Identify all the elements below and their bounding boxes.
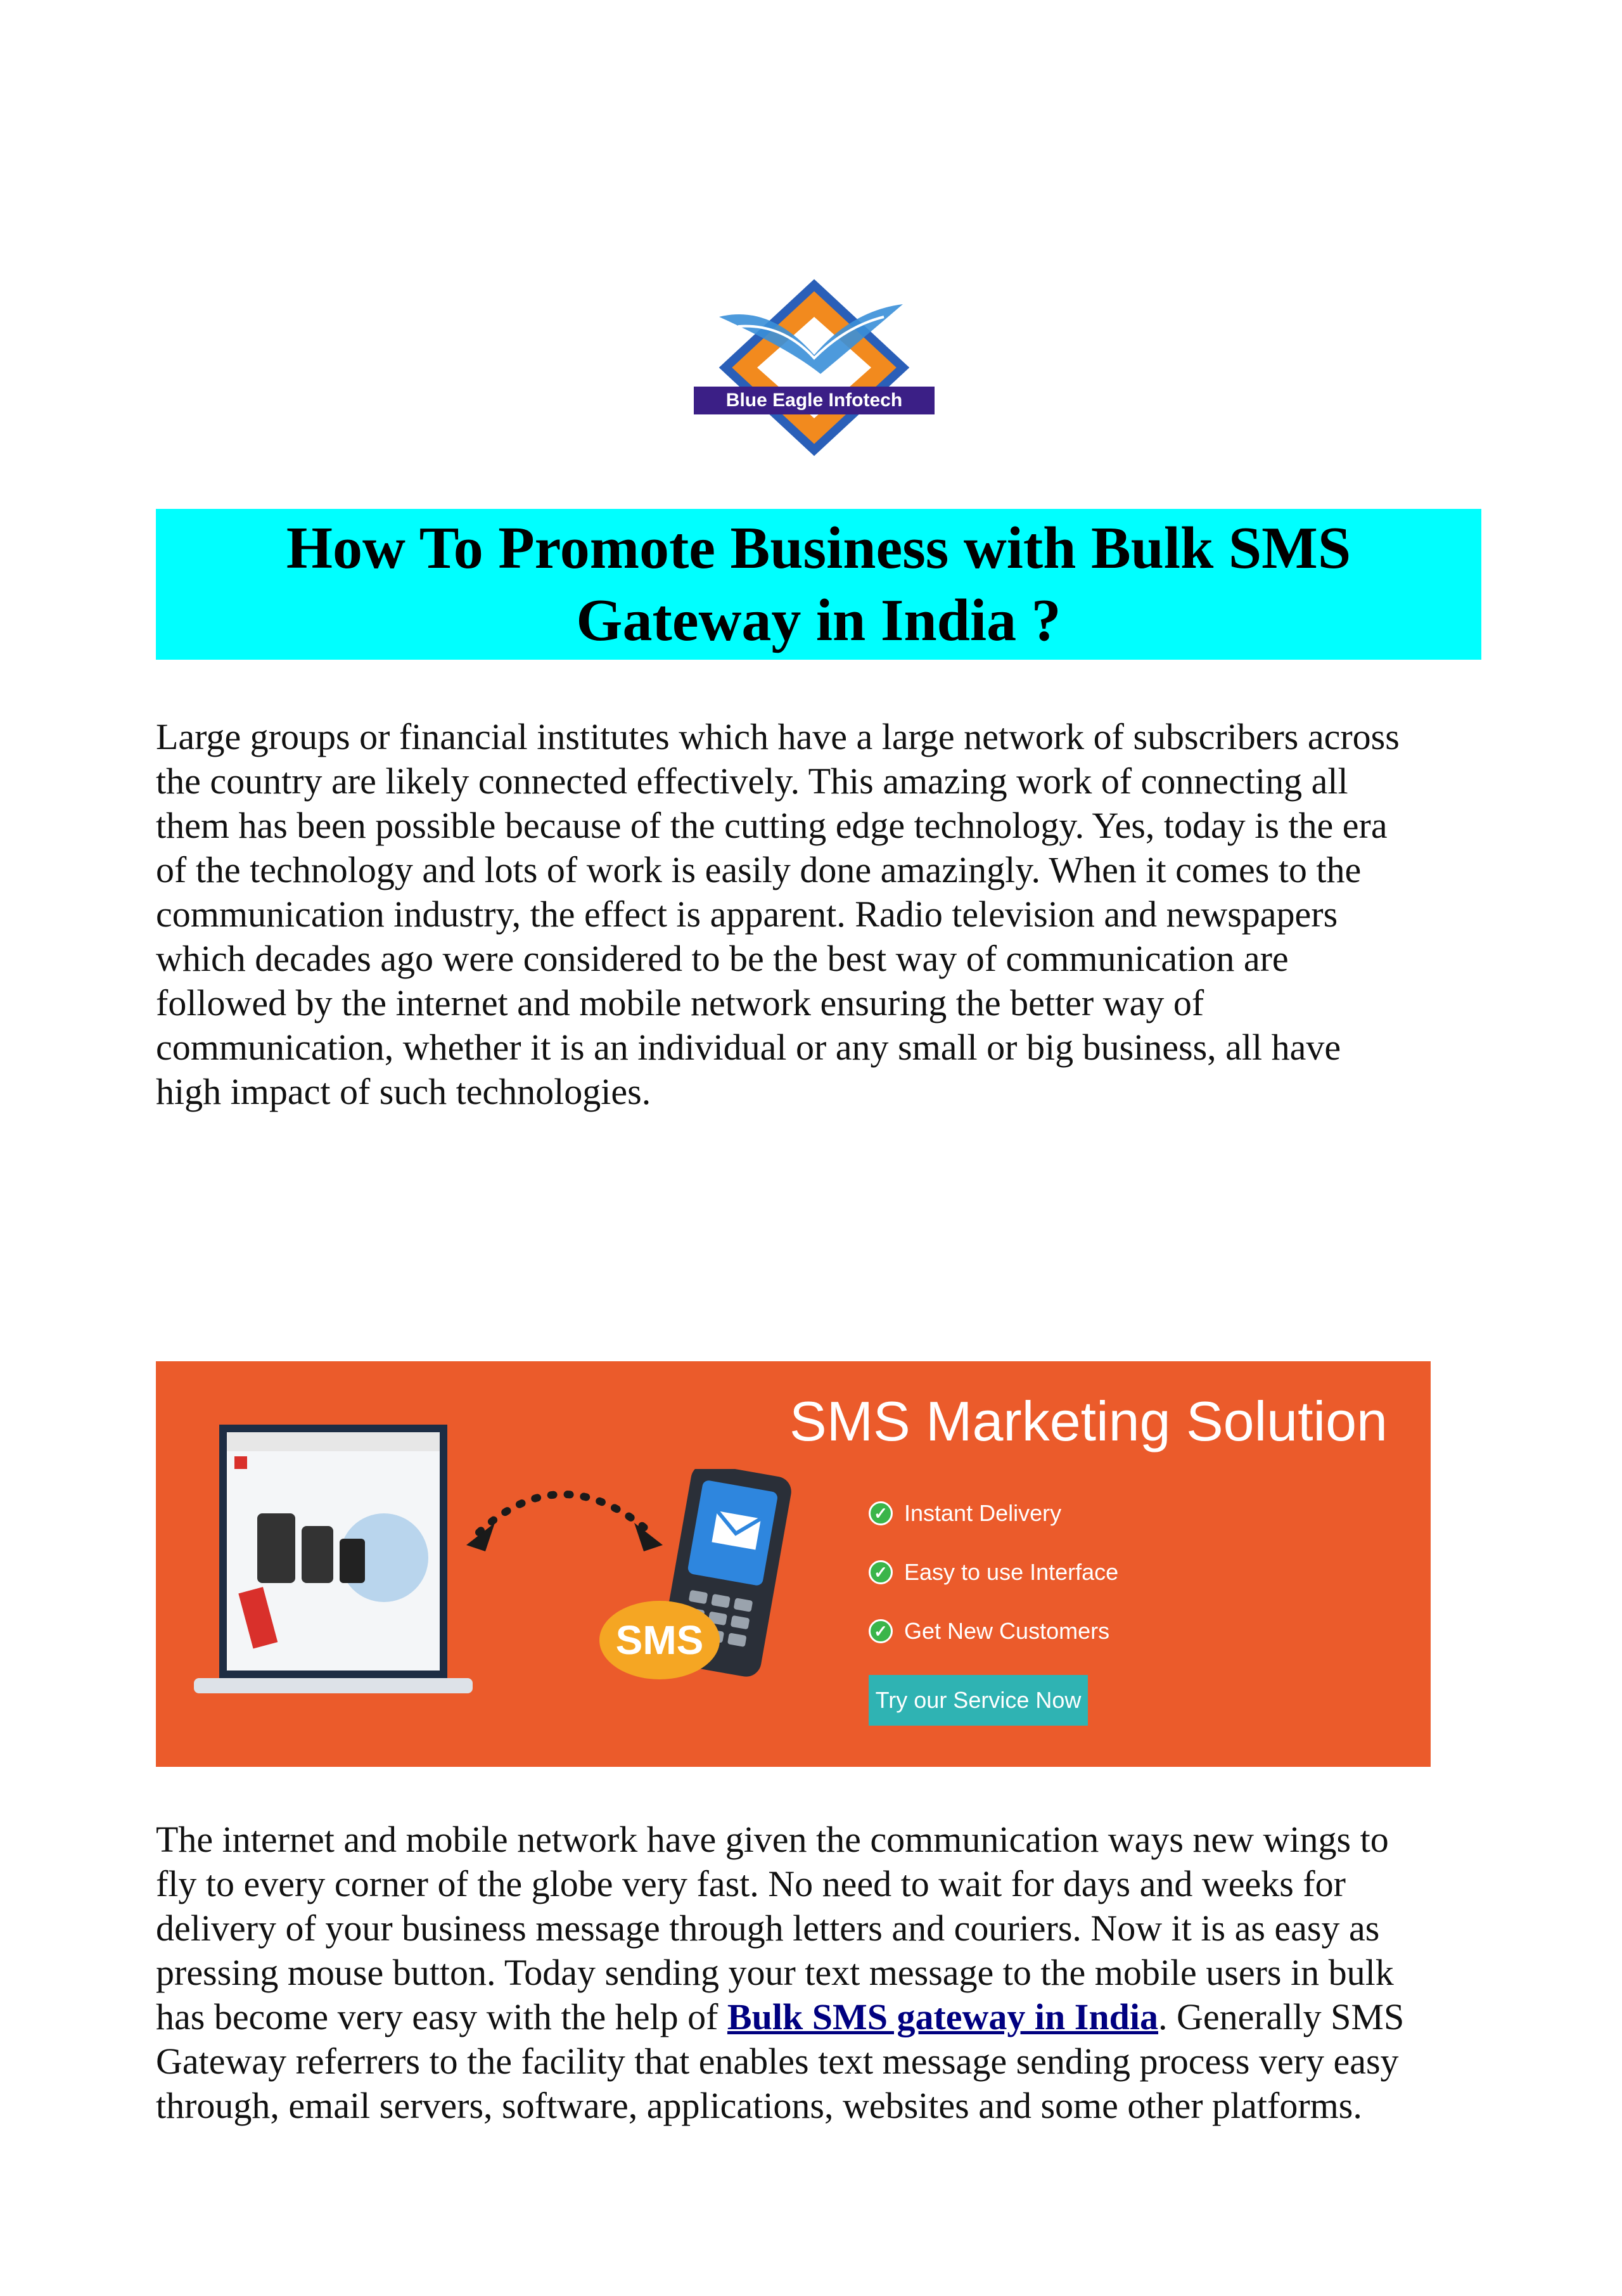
feature-item	[869, 1494, 1061, 1532]
check-icon: ✓	[869, 1560, 893, 1584]
check-icon: ✓	[869, 1501, 893, 1525]
sms-badge-text: SMS	[615, 1617, 704, 1663]
paragraph-line: The internet and mobile network have given the communication ways new wings to	[156, 1819, 1389, 1860]
check-icon: ✓	[869, 1619, 893, 1643]
paragraph-line: fly to every corner of the globe very fast. No need to wait for days and weeks for	[156, 1863, 1346, 1904]
paragraph-text: has become very easy with the help of	[156, 1996, 727, 2037]
paragraph-line: Large groups or financial institutes which have a large network of subscribers across	[156, 716, 1400, 757]
sms-marketing-banner	[156, 1361, 1431, 1767]
paragraph-line: the country are likely connected effectively. This amazing work of connecting all	[156, 760, 1348, 802]
feature-label: Easy to use Interface	[904, 1559, 1119, 1585]
paragraph-line: high impact of such technologies.	[156, 1071, 651, 1112]
page-title-line-1: How To Promote Business with Bulk SMS	[286, 515, 1351, 581]
body-paragraph	[156, 1818, 1505, 2128]
paragraph-line: them has been possible because of the cutting edge technology. Yes, today is the era	[156, 805, 1388, 846]
title-banner	[156, 509, 1481, 660]
paragraph-line	[156, 1995, 1505, 2039]
feature-label: Instant Delivery	[904, 1500, 1062, 1526]
feature-label: Get New Customers	[904, 1618, 1110, 1644]
try-service-button: Try our Service Now	[869, 1675, 1088, 1726]
paragraph-line: communication industry, the effect is apparent. Radio television and newspapers	[156, 894, 1338, 935]
laptop-illustration	[194, 1425, 473, 1703]
paragraph-line: delivery of your business message through letters and couriers. Now it is as easy as	[156, 1908, 1380, 1949]
paragraph-line: of the technology and lots of work is easily done amazingly. When it comes to the	[156, 849, 1362, 890]
paragraph-line: which decades ago were considered to be the best way of communication are	[156, 938, 1289, 979]
intro-paragraph	[156, 715, 1505, 1114]
page-title-line-2: Gateway in India ?	[576, 587, 1061, 653]
feature-item	[869, 1553, 1118, 1591]
paragraph-line: pressing mouse button. Today sending your text message to the mobile users in bulk	[156, 1952, 1394, 1993]
bulk-sms-gateway-link[interactable]: Bulk SMS gateway in India	[727, 1996, 1159, 2037]
paragraph-text: . Generally SMS	[1158, 1996, 1405, 2037]
paragraph-line: followed by the internet and mobile network ensuring the better way of	[156, 982, 1204, 1023]
phone-sms-illustration	[599, 1469, 802, 1710]
paragraph-line: communication, whether it is an individual or any small or big business, all have	[156, 1027, 1341, 1068]
paragraph-line: Gateway referrers to the facility that enables text message sending process very easy	[156, 2041, 1399, 2082]
feature-item	[869, 1612, 1109, 1650]
paragraph-line: through, email servers, software, applications, websites and some other platforms.	[156, 2085, 1362, 2126]
logo-text: Blue Eagle Infotech	[725, 390, 903, 411]
company-logo	[694, 279, 935, 456]
banner-title: SMS Marketing Solution	[789, 1390, 1388, 1453]
